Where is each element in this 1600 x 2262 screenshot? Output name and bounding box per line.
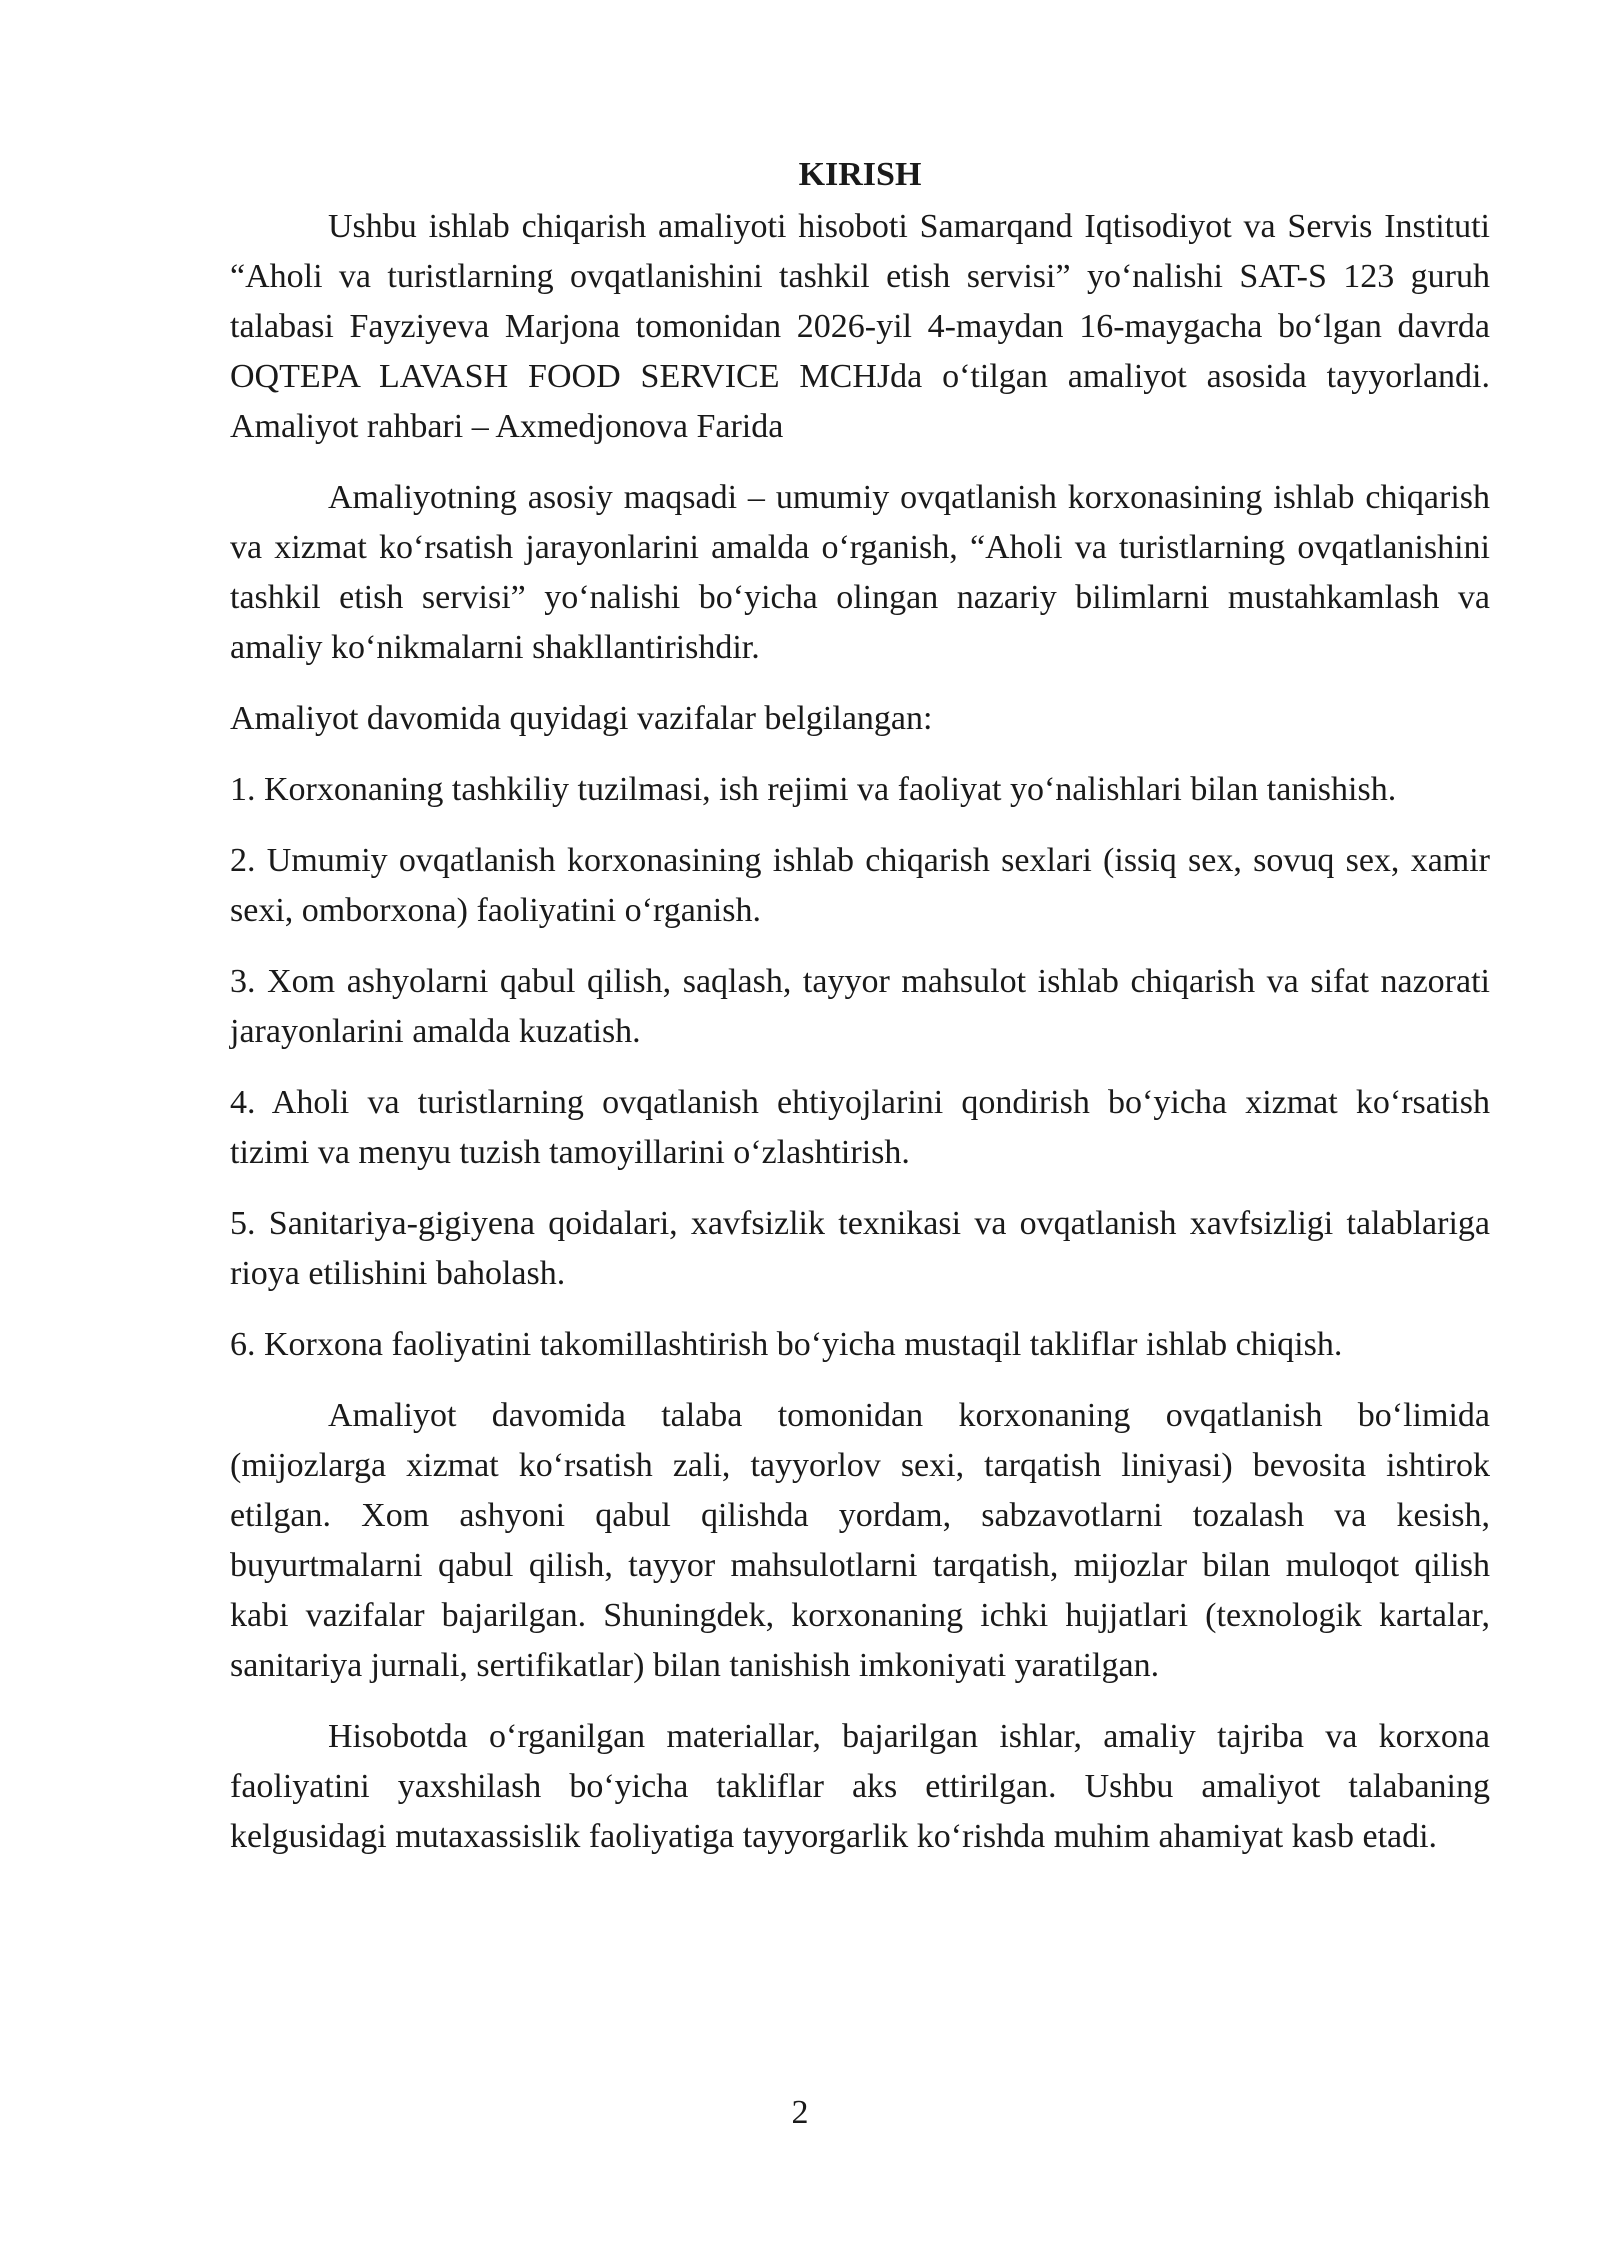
task-item: 2. Umumiy ovqatlanish korxonasining ishlab chiqarish sexlari (issiq sex, sovuq sex, xamir sexi, omborxona) faoliyatini o‘rganish. bbox=[230, 842, 1490, 929]
task-item: 1. Korxonaning tashkiliy tuzilmasi, ish rejimi va faoliyat yo‘nalishlari bilan tanishish. bbox=[230, 771, 1397, 808]
goal-paragraph: Amaliyotning asosiy maqsadi – umumiy ovqatlanish korxonasining ishlab chiqarish va xizmat ko‘rsatish jarayonlarini amalda o‘rganish, “Aholi va turistlarning ovqatlanishini tashkil etish servisi” yo‘nalishi bo‘yicha olingan nazariy bilimlarni mustahkamlash va amaliy ko‘nikmalarni shakllantirishdir. bbox=[230, 479, 1490, 666]
tasks-list bbox=[230, 765, 1490, 1370]
tasks-heading: Amaliyot davomida quyidagi vazifalar belgilangan: bbox=[230, 700, 933, 737]
section-title: KIRISH bbox=[798, 156, 922, 193]
summary-paragraph: Hisobotda o‘rganilgan materiallar, bajarilgan ishlar, amaliy tajriba va korxona faoliyatini yaxshilash bo‘yicha takliflar aks ettirilgan. Ushbu amaliyot talabaning kelgusidagi mutaxassislik faoliyatiga tayyorgarlik ko‘rishda muhim ahamiyat kasb etadi. bbox=[230, 1718, 1490, 1855]
task-item: 5. Sanitariya-gigiyena qoidalari, xavfsizlik texnikasi va ovqatlanish xavfsizligi talablariga rioya etilishini baholash. bbox=[230, 1205, 1490, 1292]
intro-paragraph: Ushbu ishlab chiqarish amaliyoti hisoboti Samarqand Iqtisodiyot va Servis Instituti “Aholi va turistlarning ovqatlanishini tashkil etish servisi” yo‘nalishi SAT-S 123 guruh talabasi Fayziyeva Marjona tomonidan 2026-yil 4-maydan 16-maygacha bo‘lgan davrda OQTEPA LAVASH FOOD SERVICE MCHJda o‘tilgan amaliyot asosida tayyorlandi. Amaliyot rahbari – Axmedjonova Farida bbox=[230, 208, 1490, 445]
page-number: 2 bbox=[791, 2094, 809, 2131]
document-page bbox=[230, 150, 1490, 1862]
task-item: 6. Korxona faoliyatini takomillashtirish bo‘yicha mustaqil takliflar ishlab chiqish. bbox=[230, 1326, 1343, 1363]
activity-paragraph: Amaliyot davomida talaba tomonidan korxonaning ovqatlanish bo‘limida (mijozlarga xizmat ko‘rsatish zali, tayyorlov sexi, tarqatish liniyasi) bevosita ishtirok etilgan. Xom ashyoni qabul qilishda yordam, sabzavotlarni tozalash va kesish, buyurtmalarni qabul qilish, tayyor mahsulotlarni tarqatish, mijozlar bilan muloqot qilish kabi vazifalar bajarilgan. Shuningdek, korxonaning ichki hujjatlari (texnologik kartalar, sanitariya jurnali, sertifikatlar) bilan tanishish imkoniyati yaratilgan. bbox=[230, 1397, 1490, 1684]
task-item: 4. Aholi va turistlarning ovqatlanish ehtiyojlarini qondirish bo‘yicha xizmat ko‘rsatish tizimi va menyu tuzish tamoyillarini o‘zlashtirish. bbox=[230, 1084, 1490, 1171]
task-item: 3. Xom ashyolarni qabul qilish, saqlash, tayyor mahsulot ishlab chiqarish va sifat nazorati jarayonlarini amalda kuzatish. bbox=[230, 963, 1490, 1050]
